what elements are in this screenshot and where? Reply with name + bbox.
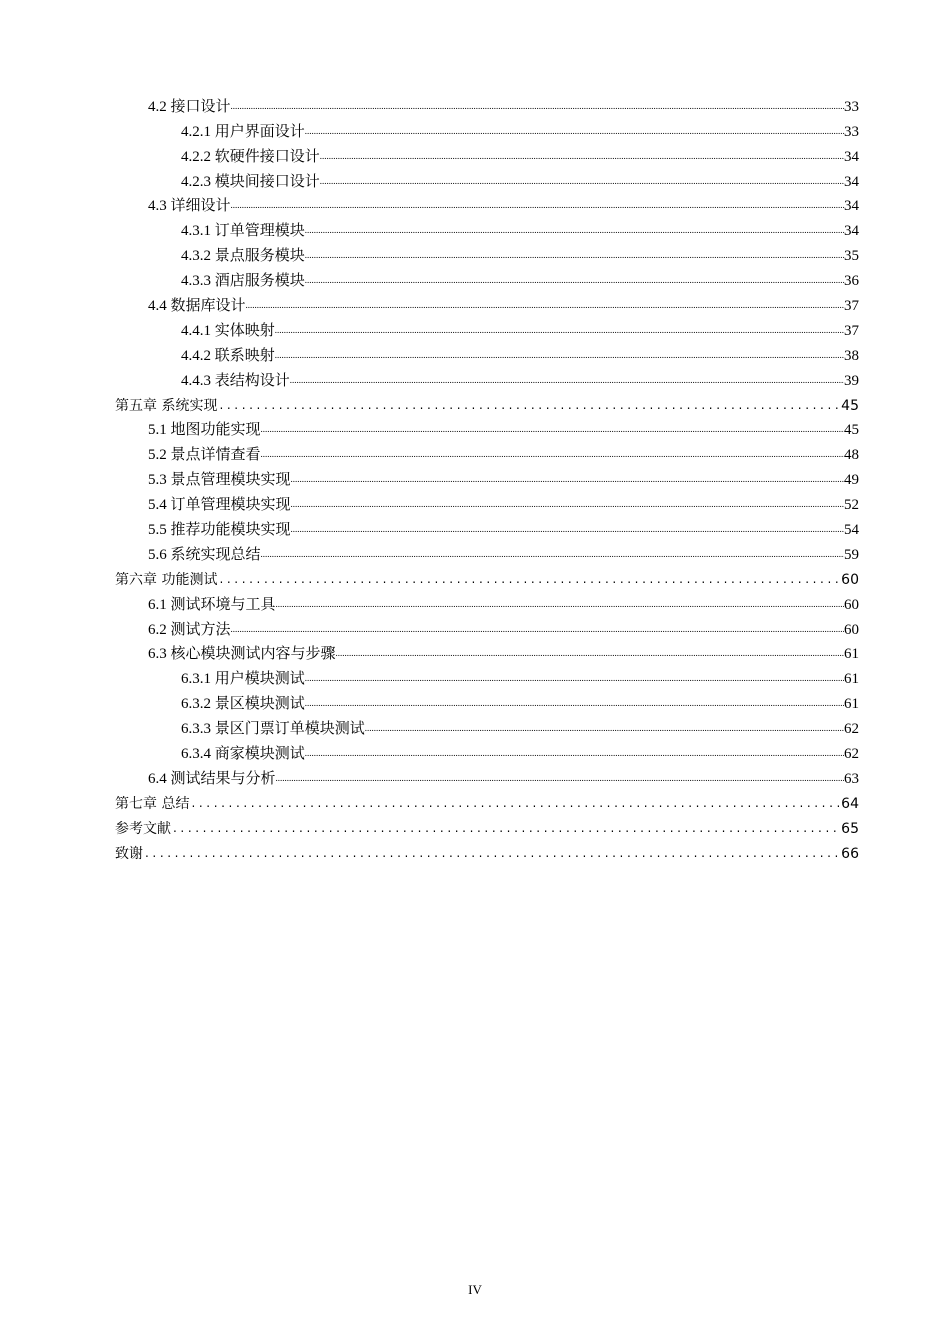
toc-entry-label: 第六章 功能测试 [115,571,218,588]
toc-entry-page: 49 [844,472,859,489]
toc-dot-leader [219,572,839,586]
toc-entry-page: 33 [844,123,859,140]
toc-entry[interactable] [0,813,950,838]
toc-entry-page: 45 [844,422,859,439]
toc-entry[interactable] [0,191,950,216]
toc-entry-page: 34 [844,223,859,240]
toc-entry-label: 6.3.2 景区模块测试 [181,696,305,713]
toc-entry-label: 6.3.4 商家模块测试 [181,746,305,763]
toc-entry[interactable] [0,464,950,489]
toc-entry-label: 6.3.3 景区门票订单模块测试 [181,721,365,738]
toc-entry-label: 4.4.1 实体映射 [181,322,275,339]
toc-dot-leader [231,198,844,212]
toc-dot-leader [305,746,844,760]
toc-entry[interactable] [0,838,950,863]
toc-entry-label: 4.3.1 订单管理模块 [181,223,305,240]
toc-entry-label: 4.4.2 联系映射 [181,347,275,364]
toc-entry[interactable] [0,215,950,240]
toc-entry-label: 4.2 接口设计 [148,98,231,115]
toc-entry-page: 66 [841,845,859,862]
toc-entry-label: 参考文献 [115,820,171,837]
toc-entry[interactable] [0,788,950,813]
toc-entry[interactable] [0,688,950,713]
toc-dot-leader [305,124,844,138]
toc-entry-page: 35 [844,248,859,265]
toc-entry-page: 61 [844,696,859,713]
toc-dot-leader [276,597,844,611]
toc-entry-label: 致谢 [115,845,143,862]
toc-dot-leader [231,622,844,636]
toc-entry-page: 33 [844,98,859,115]
toc-entry-page: 60 [844,596,859,613]
toc-entry-page: 59 [844,546,859,563]
toc-entry-label: 5.1 地图功能实现 [148,422,261,439]
toc-dot-leader [275,348,844,362]
toc-entry-label: 第五章 系统实现 [115,397,218,414]
toc-dot-leader [365,721,844,735]
toc-entry[interactable] [0,738,950,763]
toc-entry-page: 37 [844,298,859,315]
toc-entry[interactable] [0,390,950,415]
toc-entry-label: 4.3 详细设计 [148,198,231,215]
toc-entry-page: 65 [841,820,859,837]
toc-entry-page: 61 [844,646,859,663]
toc-entry-page: 60 [844,621,859,638]
toc-dot-leader [305,696,844,710]
toc-entry[interactable] [0,713,950,738]
toc-entry-page: 63 [844,770,859,787]
toc-dot-leader [145,846,839,860]
toc-dot-leader [191,796,839,810]
toc-entry-page: 60 [841,571,859,588]
toc-dot-leader [261,422,844,436]
toc-entry[interactable] [0,663,950,688]
toc-entry-label: 4.2.1 用户界面设计 [181,123,305,140]
toc-dot-leader [290,373,844,387]
toc-entry[interactable] [0,265,950,290]
toc-entry[interactable] [0,290,950,315]
toc-dot-leader [291,522,844,536]
toc-entry[interactable] [0,91,950,116]
toc-dot-leader [291,472,844,486]
toc-entry-page: 39 [844,372,859,389]
toc-entry-label: 4.2.3 模块间接口设计 [181,173,320,190]
toc-dot-leader [231,99,844,113]
toc-entry-label: 5.5 推荐功能模块实现 [148,522,291,539]
toc-entry-label: 4.4 数据库设计 [148,298,246,315]
toc-entry-page: 64 [841,795,859,812]
toc-entry-label: 6.3 核心模块测试内容与步骤 [148,646,336,663]
toc-dot-leader [305,248,844,262]
toc-entry-page: 34 [844,148,859,165]
toc-entry[interactable] [0,589,950,614]
toc-entry-page: 48 [844,447,859,464]
toc-dot-leader [261,547,844,561]
toc-entry[interactable] [0,116,950,141]
toc-entry-page: 37 [844,322,859,339]
toc-entry-page: 45 [841,397,859,414]
toc-entry[interactable] [0,539,950,564]
toc-dot-leader [275,323,844,337]
toc-entry-label: 第七章 总结 [115,795,190,812]
toc-entry[interactable] [0,240,950,265]
toc-entry-page: 62 [844,721,859,738]
toc-entry-page: 52 [844,497,859,514]
toc-entry-label: 5.3 景点管理模块实现 [148,472,291,489]
toc-entry-page: 34 [844,173,859,190]
toc-entry-label: 4.3.3 酒店服务模块 [181,273,305,290]
toc-dot-leader [276,771,844,785]
toc-entry-label: 5.2 景点详情查看 [148,447,261,464]
toc-entry-page: 38 [844,347,859,364]
toc-entry-label: 6.3.1 用户模块测试 [181,671,305,688]
toc-entry[interactable] [0,514,950,539]
toc-entry-label: 6.4 测试结果与分析 [148,770,276,787]
toc-entry[interactable] [0,564,950,589]
toc-entry-label: 6.1 测试环境与工具 [148,596,276,613]
toc-entry-page: 54 [844,522,859,539]
toc-entry[interactable] [0,166,950,191]
toc-dot-leader [173,821,839,835]
toc-entry-page: 62 [844,746,859,763]
toc-entry[interactable] [0,489,950,514]
toc-dot-leader [305,223,844,237]
toc-entry-label: 5.6 系统实现总结 [148,546,261,563]
toc-entry[interactable] [0,439,950,464]
toc-entry-label: 6.2 测试方法 [148,621,231,638]
toc-entry[interactable] [0,639,950,664]
toc-entry-page: 34 [844,198,859,215]
toc-dot-leader [291,497,844,511]
toc-dot-leader [246,298,844,312]
toc-dot-leader [305,671,844,685]
toc-entry-page: 36 [844,273,859,290]
toc-entry[interactable] [0,141,950,166]
toc-entry-label: 4.2.2 软硬件接口设计 [181,148,320,165]
toc-entry[interactable] [0,614,950,639]
toc-dot-leader [261,447,844,461]
toc-entry[interactable] [0,315,950,340]
toc-entry-page: 61 [844,671,859,688]
toc-dot-leader [336,646,844,660]
toc-entry-label: 4.4.3 表结构设计 [181,372,290,389]
toc-dot-leader [320,174,844,188]
toc-entry-label: 4.3.2 景点服务模块 [181,248,305,265]
toc-entry[interactable] [0,365,950,390]
toc-entry[interactable] [0,340,950,365]
toc-entry[interactable] [0,763,950,788]
toc-dot-leader [305,273,844,287]
table-of-contents [0,91,950,863]
toc-dot-leader [219,398,839,412]
toc-entry-label: 5.4 订单管理模块实现 [148,497,291,514]
footer-page-number: IV [468,1282,482,1297]
toc-dot-leader [320,149,844,163]
toc-entry[interactable] [0,415,950,440]
